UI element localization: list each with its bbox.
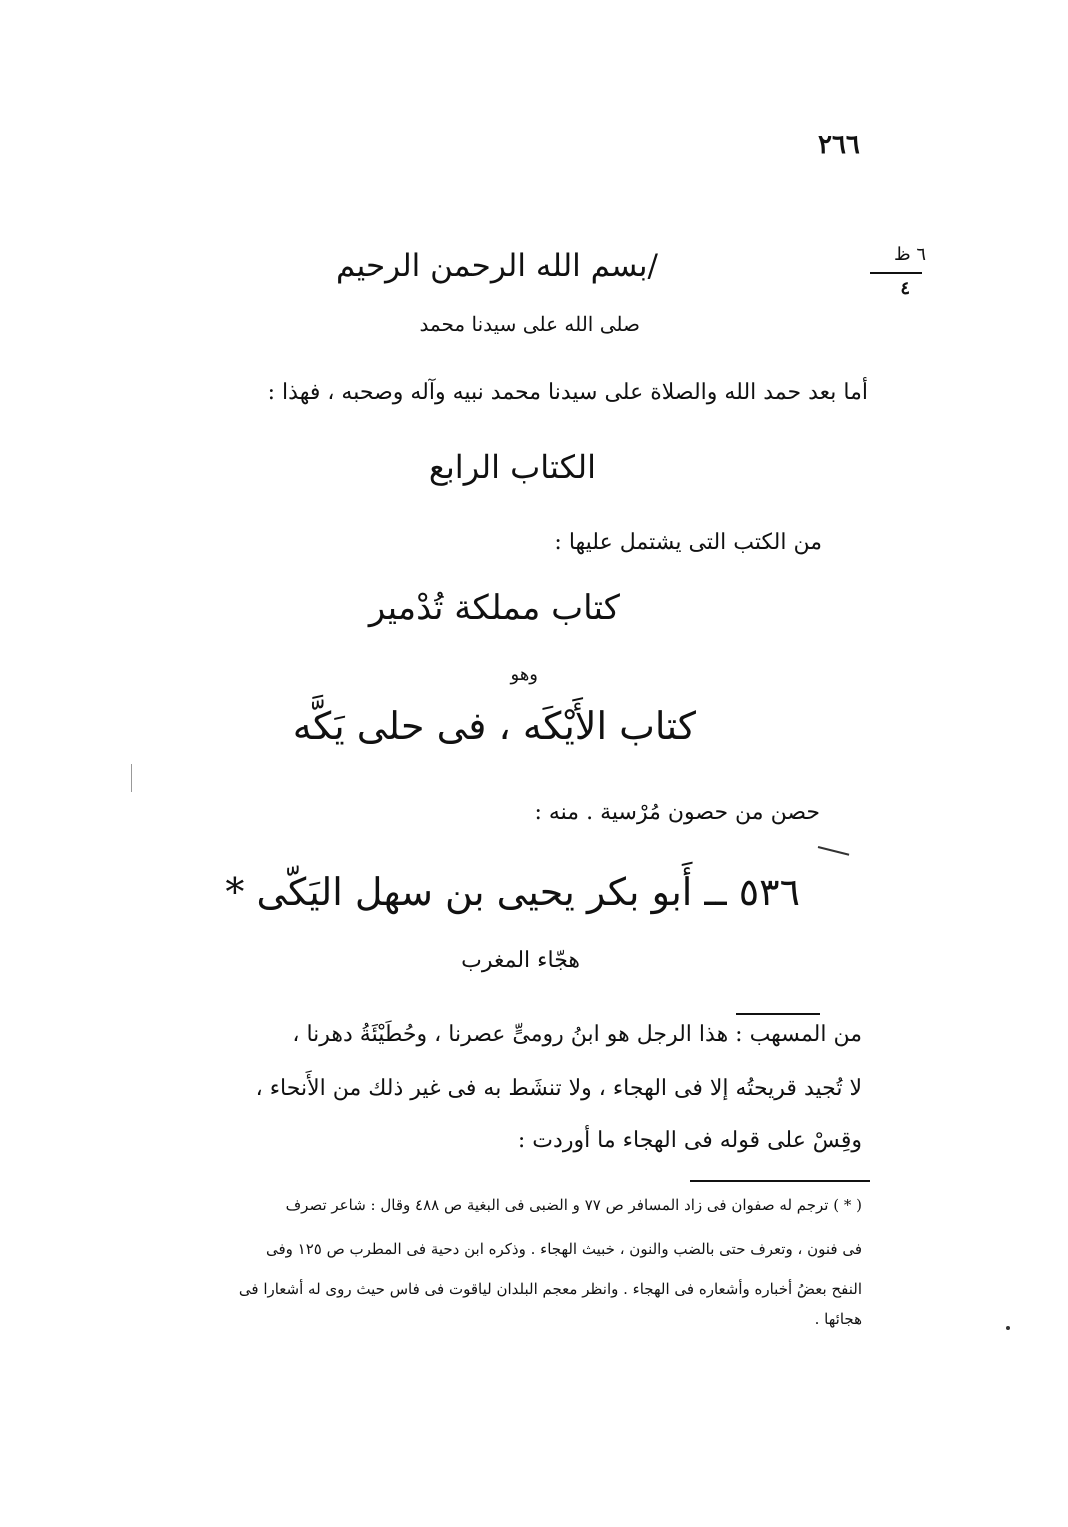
stray-stroke-mark — [818, 846, 850, 856]
footnote-line: ( * ) ترجم له صفوان فى زاد المسافر ص ٧٧ و الضبى فى البغية ص ٤٨٨ وقال : شاعر تصرف — [285, 1196, 862, 1214]
body-line: وقِسْ على قوله فى الهجاء ما أوردت : — [517, 1128, 862, 1153]
margin-reference — [860, 244, 930, 308]
books-intro: من الكتب التى يشتمل عليها : — [554, 530, 822, 555]
salutation: صلى الله على سيدنا محمد — [419, 312, 640, 336]
connector-text: وهو — [510, 664, 538, 685]
opening-sentence: أما بعد حمد الله والصلاة على سيدنا محمد نبيه وآله وصحبه ، فهذا : — [267, 380, 868, 405]
book-title: الكتاب الرابع — [428, 448, 596, 486]
entry-subtitle: هجّاء المغرب — [461, 948, 580, 973]
footnote-line: هجائها . — [814, 1310, 862, 1328]
section-divider — [736, 1013, 820, 1015]
footnote-line: فى فنون ، وتعرف حتى بالضب والنون ، خبيث الهجاء . وذكره ابن دحية فى المطرب ص ١٢٥ وفى — [265, 1240, 862, 1258]
aykah-book-title: كتاب الأَيْكَه ، فى حلى يَكَّه — [292, 704, 696, 748]
kingdom-book-title: كتاب مملكة تُدْمير — [368, 588, 620, 628]
basmala: /بسم الله الرحمن الرحيم — [335, 248, 658, 284]
footnote-line: النفح بعضُ أخباره وأشعاره فى الهجاء . وانظر معجم البلدان لياقوت فى فاس حيث روى له أشعارا فى — [238, 1280, 862, 1298]
ink-dot-mark — [1006, 1326, 1010, 1330]
margin-reference-folio: ٦ ظ — [893, 244, 926, 265]
margin-reference-rule — [870, 272, 922, 274]
fortress-line: حصن من حصون مُرْسية . منه : — [534, 800, 820, 825]
margin-reference-number: ٤ — [900, 278, 910, 299]
page-number: ٢٦٦ — [818, 130, 860, 160]
margin-tick-mark — [131, 764, 132, 792]
entry-heading: ٥٣٦ ــ أَبو بكر يحيى بن سهل اليَكّى * — [225, 870, 800, 914]
footnote-divider — [690, 1180, 870, 1182]
body-line: من المسهب : هذا الرجل هو ابنُ رومىٍّ عصرنا ، وحُطَيْئَةُ دهرنا ، — [292, 1022, 862, 1047]
body-line: لا تُجيد قريحتُه إلا فى الهجاء ، ولا تنشَط به فى غير ذلك من الأَنحاء ، — [255, 1076, 862, 1101]
